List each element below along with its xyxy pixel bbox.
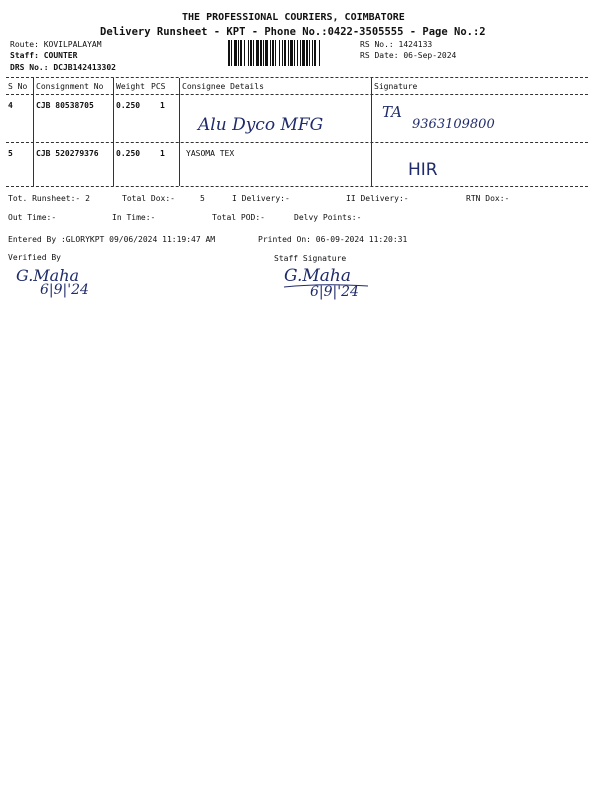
col-header-pcs: PCS	[151, 82, 166, 91]
barcode-bar	[265, 40, 268, 66]
total-dox-label: Total Dox:-	[122, 194, 175, 203]
barcode-bar	[250, 40, 252, 66]
barcode-bar	[263, 40, 264, 66]
barcode-bar	[253, 40, 254, 66]
rs-date: RS Date: 06-Sep-2024	[360, 51, 457, 60]
entered-by: Entered By :GLORYKPT 09/06/2024 11:19:47 AM	[8, 235, 216, 244]
barcode-bar	[290, 40, 293, 66]
row-sno: 4	[8, 101, 13, 110]
barcode-bar	[288, 40, 289, 66]
row-consignee: YASOMA TEX	[186, 149, 235, 158]
row-sno: 5	[8, 149, 13, 158]
out-time: Out Time:-	[8, 213, 57, 222]
verified-by-label: Verified By	[8, 253, 61, 262]
row-consignment: CJB 520279376	[36, 149, 99, 158]
rtn-dox: RTN Dox:-	[466, 194, 510, 203]
col-header-consignment: Consignment No	[36, 82, 104, 91]
barcode-bar	[228, 40, 230, 66]
row-pcs: 1	[160, 101, 165, 110]
verified-signature-date: 6|9|'24	[40, 282, 89, 298]
row-signature-initials: HIR	[408, 160, 438, 180]
table-bottom-rule	[6, 186, 588, 187]
barcode-bar	[272, 40, 274, 66]
barcode-bar	[256, 40, 259, 66]
col-header-weight: Weight	[116, 82, 145, 91]
total-dox-count: 5	[200, 194, 205, 203]
barcode-bar	[238, 40, 239, 66]
barcode-bar	[314, 40, 316, 66]
barcode-bar	[248, 40, 249, 66]
row-consignee-handwritten: Alu Dyco MFG	[198, 115, 324, 135]
rs-number: RS No.: 1424133	[360, 40, 433, 49]
barcode-bar	[260, 40, 262, 66]
row-divider	[6, 142, 588, 143]
col-header-signature: Signature	[374, 82, 418, 91]
table-top-rule	[6, 77, 588, 78]
runsheet-subtitle: Delivery Runsheet - KPT - Phone No.:0422-3505555 - Page No.:2	[100, 26, 486, 38]
col-divider	[371, 78, 372, 186]
total-pod: Total POD:-	[212, 213, 265, 222]
verified-signature: G.Maha	[16, 266, 80, 285]
row-weight: 0.250	[116, 149, 141, 158]
barcode-bar	[284, 40, 286, 66]
barcode-bar	[294, 40, 295, 66]
company-title: THE PROFESSIONAL COURIERS, COIMBATORE	[182, 12, 405, 23]
barcode-bar	[244, 40, 245, 66]
staff-signature-label: Staff Signature	[274, 254, 347, 263]
barcode-bar	[282, 40, 283, 66]
printed-on: Printed On: 06-09-2024 11:20:31	[258, 235, 408, 244]
row-signature-initials: TA	[382, 103, 403, 121]
in-time: In Time:-	[112, 213, 156, 222]
col-header-consignee: Consignee Details	[182, 82, 264, 91]
col-divider	[113, 78, 114, 186]
col-header-sno: S No	[8, 82, 28, 91]
barcode-bar	[306, 40, 308, 66]
barcode	[228, 40, 356, 66]
barcode-bar	[297, 40, 298, 66]
barcode-bar	[300, 40, 301, 66]
row-weight: 0.250	[116, 101, 141, 110]
delvy-points: Delvy Points:-	[294, 213, 362, 222]
barcode-bar	[302, 40, 305, 66]
barcode-bar	[309, 40, 310, 66]
col-divider	[179, 78, 180, 186]
barcode-bar	[312, 40, 313, 66]
row-pcs: 1	[160, 149, 165, 158]
signature-underline	[282, 282, 372, 290]
staff-text: Staff: COUNTER	[10, 51, 78, 60]
barcode-bar	[275, 40, 276, 66]
barcode-bar	[270, 40, 271, 66]
row-signature-phone: 9363109800	[412, 117, 495, 132]
route-text: Route: KOVILPALAYAM	[10, 40, 102, 49]
barcode-bar	[240, 40, 242, 66]
col-divider	[33, 78, 34, 186]
row-consignment: CJB 80538705	[36, 101, 94, 110]
drs-number: DRS No.: DCJB142413302	[10, 63, 116, 72]
barcode-bar	[319, 40, 320, 66]
header-bottom-rule	[6, 94, 588, 95]
barcode-bar	[231, 40, 232, 66]
tot-runsheet: Tot. Runsheet:- 2	[8, 194, 90, 203]
barcode-bar	[234, 40, 237, 66]
i-delivery: I Delivery:-	[232, 194, 290, 203]
barcode-bar	[279, 40, 280, 66]
ii-delivery: II Delivery:-	[346, 194, 409, 203]
staff-signature: G.Maha	[284, 266, 352, 286]
staff-signature-date: 6|9|'24	[310, 284, 359, 300]
